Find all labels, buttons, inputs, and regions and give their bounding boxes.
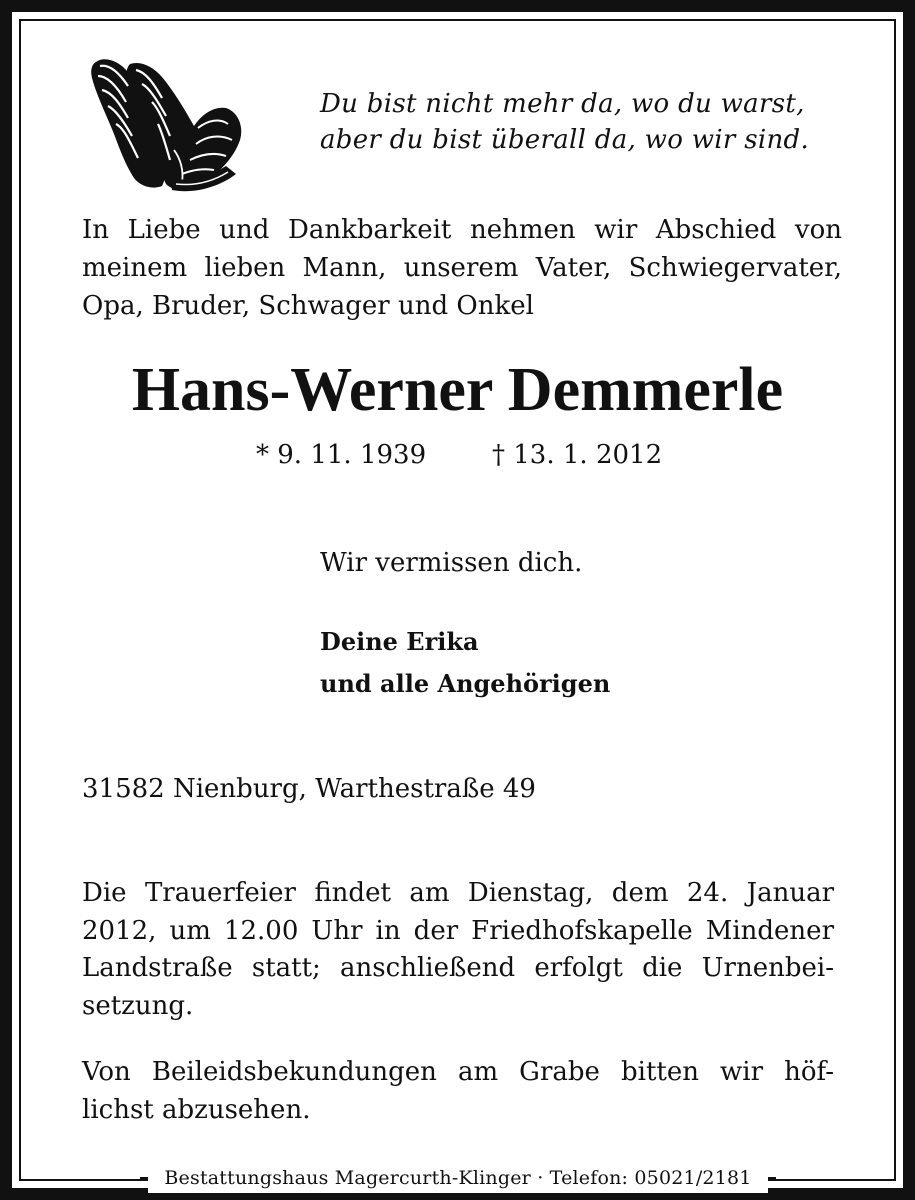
service-notice (82, 875, 834, 1025)
deceased-name: Hans-Werner Demmerle (131, 356, 784, 424)
death-date: † 13. 1. 2012 (492, 440, 663, 470)
motto-line: Du bist nicht mehr da, wo du warst, (320, 89, 805, 119)
intro-line: meinem lieben Mann, unserem Vater, Schwiegervater, (82, 253, 842, 283)
birth-date: * 9. 11. 1939 (256, 440, 427, 470)
praying-hands-icon (86, 54, 248, 194)
signature-line: Deine Erika (320, 627, 479, 656)
intro-line: Opa, Bruder, Schwager und Onkel (82, 291, 534, 321)
funeral-home-footer: Bestattungshaus Magercurth-Klinger · Telefon: 05021/2181 (148, 1163, 768, 1193)
condolence-line: lichst abzusehen. (82, 1095, 311, 1125)
motto-line: aber du bist überall da, wo wir sind. (320, 125, 810, 155)
intro-text (82, 211, 842, 325)
intro-line: In Liebe und Dankbarkeit nehmen wir Abschied von (82, 215, 842, 245)
address-text: 31582 Nienburg, Warthestraße 49 (82, 774, 536, 804)
signature (320, 621, 610, 705)
condolence-notice (82, 1053, 834, 1129)
service-line: Die Trauerfeier findet am Dienstag, dem 24. Januar (82, 878, 834, 908)
service-line: setzung. (82, 990, 194, 1021)
signature-line: und alle Angehörigen (320, 669, 611, 698)
message-text: Wir vermissen dich. (320, 548, 583, 578)
service-line: Landstraße statt; anschließend erfolgt die Urnenbei- (82, 953, 834, 983)
condolence-line: Von Beileidsbekundungen am Grabe bitten wir höf- (82, 1057, 834, 1087)
service-line: 2012, um 12.00 Uhr in der Friedhofskapelle Mindener (82, 915, 834, 946)
motto-quote (320, 86, 840, 158)
